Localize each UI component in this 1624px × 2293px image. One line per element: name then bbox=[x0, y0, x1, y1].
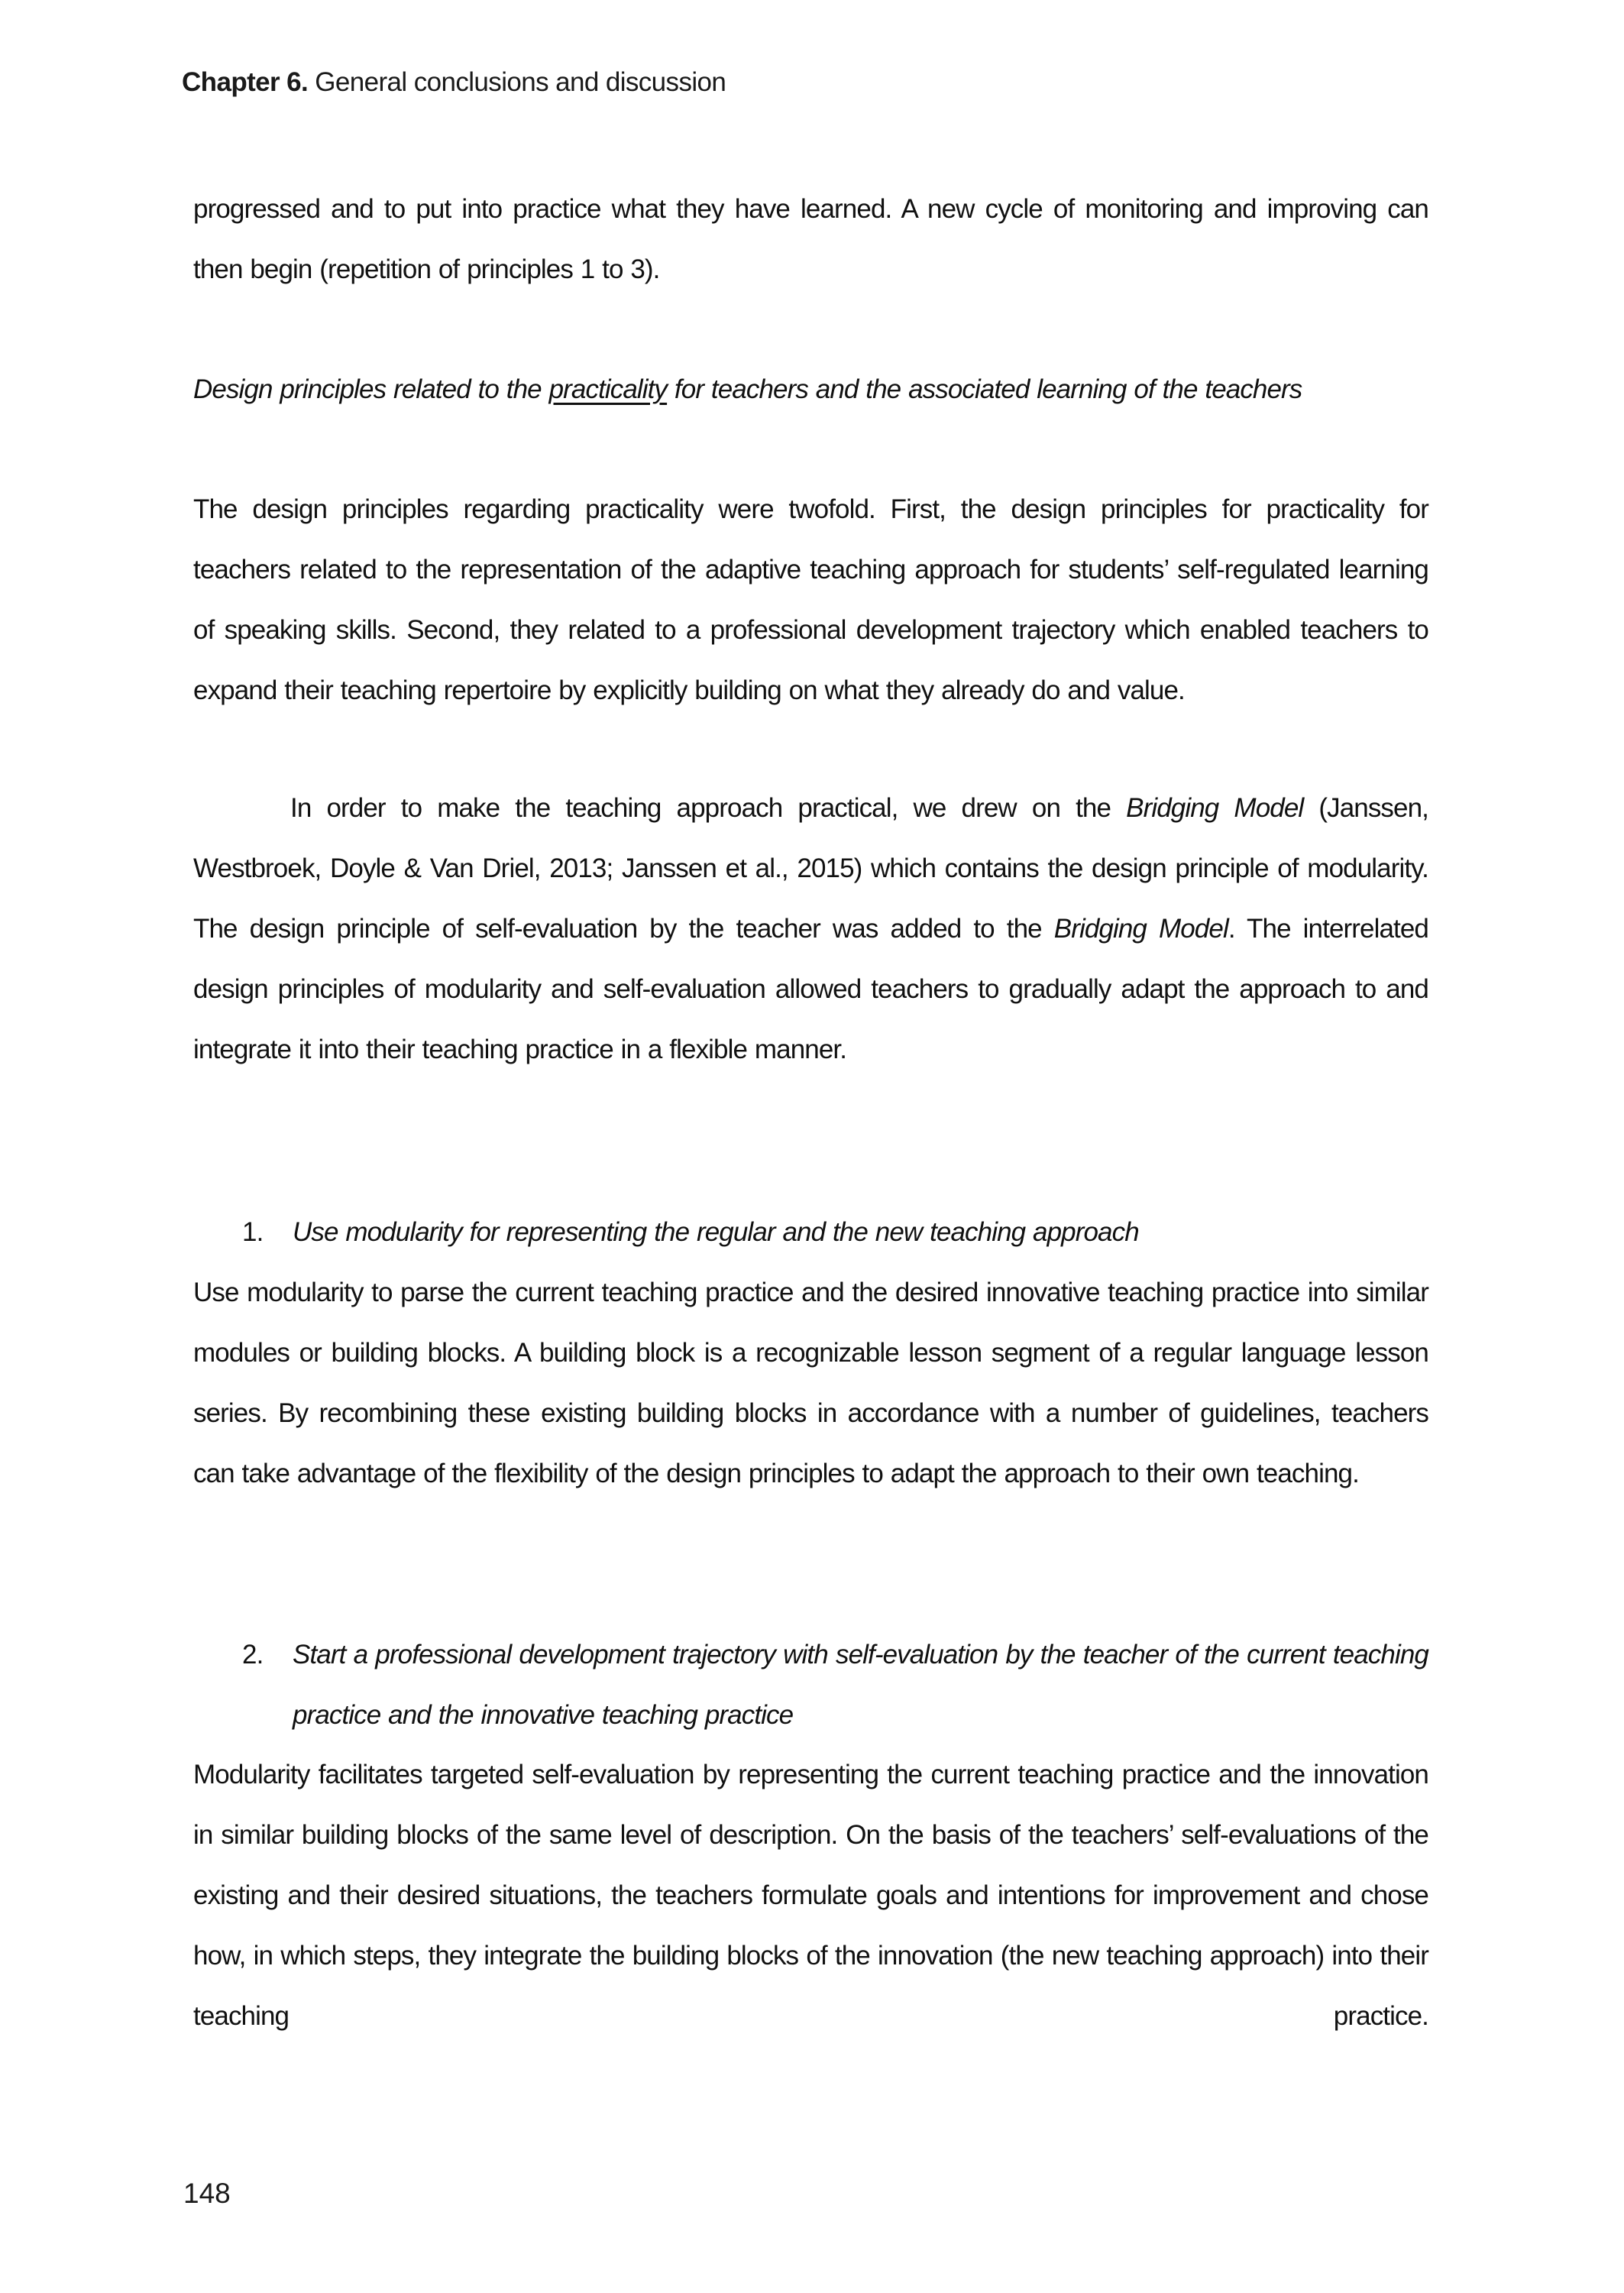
list-number: 1. bbox=[242, 1217, 264, 1247]
paragraph-continuation: progressed and to put into practice what they have learned. A new cycle of monitoring and improving can then begin (repetition of principles 1 to 3). bbox=[193, 194, 1428, 284]
chapter-label: Chapter 6. bbox=[182, 67, 309, 97]
italic-term: Bridging Model bbox=[1126, 793, 1304, 823]
page-number: 148 bbox=[183, 2178, 231, 2209]
principle-item-2 bbox=[193, 1624, 1428, 1745]
principle-item-1 bbox=[193, 1202, 1428, 1262]
italic-term: Bridging Model bbox=[1053, 914, 1228, 944]
heading-part-2: for teachers and the associated learning of the teachers bbox=[667, 374, 1302, 404]
text-run: . The interrelated design principles of modularity and self-evaluation allowed teachers to gradually adapt the approach to and integrate it into their teaching practice in a flexible manner. bbox=[193, 914, 1428, 1064]
list-number: 2. bbox=[242, 1640, 264, 1670]
heading-underlined-term: practicality bbox=[548, 374, 668, 404]
principle-title: Use modularity for representing the regular and the new teaching approach bbox=[293, 1217, 1139, 1247]
chapter-title: General conclusions and discussion bbox=[315, 67, 726, 97]
running-header bbox=[182, 67, 726, 98]
paragraph-practicality: The design principles regarding practicality were twofold. First, the design principles for practicality for teachers related to the representation of the adaptive teaching approach for students’ self-regulated learning of speaking skills. Second, they related to a professional development trajectory which enabled teachers to expand their teaching repertoire by explicitly building on what they already do and value. bbox=[193, 494, 1428, 705]
paragraph-bridging-model bbox=[193, 778, 1428, 1080]
text-run: In order to make the teaching approach practical, we drew on the bbox=[290, 793, 1127, 823]
section-heading bbox=[193, 359, 1428, 419]
principle-title: Start a professional development trajectory with self-evaluation by the teacher of the current teaching practice and the innovative teaching practice bbox=[293, 1640, 1428, 1730]
text-run: (Janssen, Westbroek, Doyle & Van Driel, 2013; Janssen et al., 2015) which contains the design principle of modularity. The design principle of self-evaluation by the teacher was added to the bbox=[193, 793, 1428, 944]
heading-part-1: Design principles related to the bbox=[193, 374, 549, 404]
principle-body-2: Modularity facilitates targeted self-evaluation by representing the current teaching practice and the innovation in similar building blocks of the same level of description. On the basis of the teachers’ self-evaluations of the existing and their desired situations, the teachers formulate goals and intentions for improvement and chose how, in which steps, they integrate the building blocks of the innovation (the new teaching approach) into their teaching practice. bbox=[193, 1760, 1428, 2031]
principle-body-1: Use modularity to parse the current teaching practice and the desired innovative teaching practice into similar modules or building blocks. A building block is a recognizable lesson segment of a regular language lesson series. By recombining these existing building blocks in accordance with a number of guidelines, teachers can take advantage of the flexibility of the design principles to adapt the approach to their own teaching. bbox=[193, 1278, 1428, 1488]
